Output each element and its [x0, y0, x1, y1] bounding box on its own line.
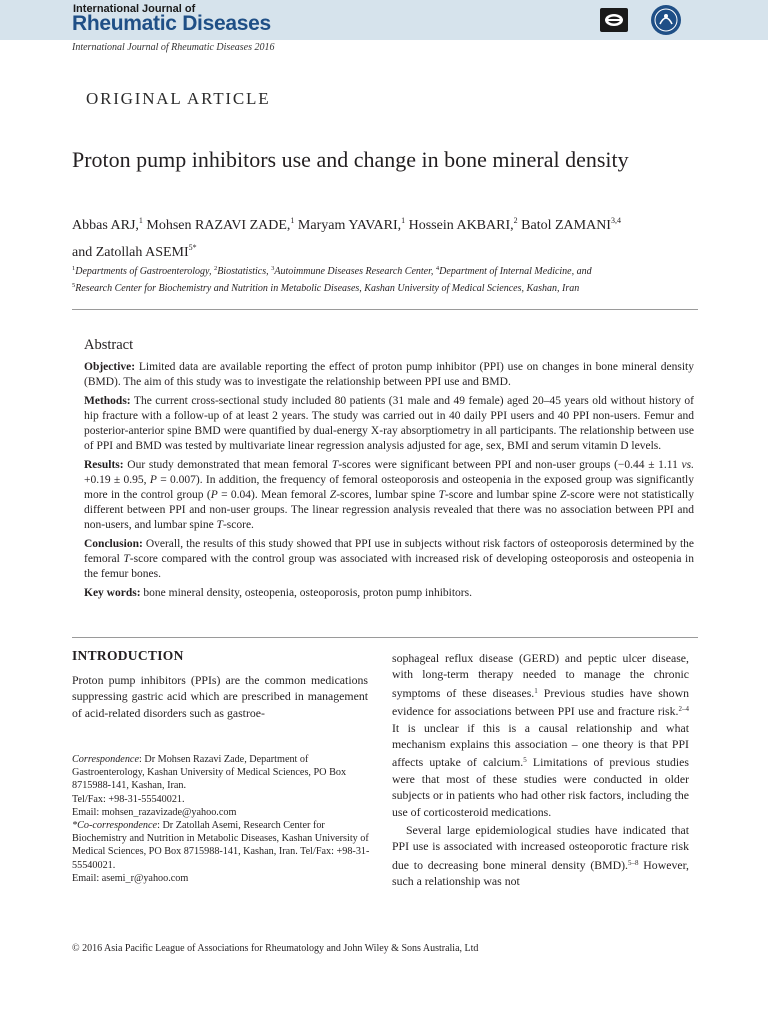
author-affil-sup: 2	[513, 216, 518, 225]
article-title: Proton pump inhibitors use and change in bone mineral density	[72, 147, 629, 172]
correspondence-text: : Dr Mohsen Razavi Zade, Department of Gastroenterology, Kashan University of Medical Sciences, PO Box 8715988-141, Kashan, Iran.	[72, 754, 347, 792]
methods-label: Methods:	[84, 395, 131, 407]
journal-name-prefix: International Journal of	[73, 3, 196, 15]
results-text: = 0.007). In addition, the frequency of femoral osteoporosis and osteopenia in the exposed group was significantly more in the control group (	[84, 474, 694, 501]
introduction-right-paragraph-1	[392, 650, 689, 820]
citation-sup: 1	[534, 686, 538, 695]
methods-text: The current cross-sectional study included 80 patients (31 male and 49 female) aged 20–45 years old without history of hip fracture with a follow-up of at least 2 years. The study was carried out in 40 daily PPI users and 40 PPI non-users. Femur and posterior-anterior spine BMD were quantified by dual-energy X-ray absorptiometry in all participants. The relationship between use of PPI and BMD was tested by multivariate linear regression analysis adjusted for age, sex, BMI and serum vitamin D levels.	[84, 395, 695, 452]
keywords	[84, 586, 694, 601]
affil-text: Department of Internal Medicine, and	[439, 266, 592, 277]
author-affil-sup: 3,4	[610, 216, 621, 225]
keywords-text: bone mineral density, osteopenia, osteoporosis, proton pump inhibitors.	[143, 587, 472, 599]
results-text: +0.19 ± 0.95,	[84, 474, 150, 486]
abstract-objective	[84, 360, 694, 390]
co-correspondence-text: : Dr Zatollah Asemi, Research Center for Biochemistry and Nutrition in Metabolic Diseases, Kashan University of Medical Sciences, PO Box 8715988-141, Kashan, Iran. Tel/Fax: +98-31-55540021.	[72, 820, 370, 871]
keywords-label: Key words:	[84, 587, 141, 599]
author-name: and Zatollah ASEMI	[72, 245, 189, 260]
results-text: -score were not statistically different between PPI and non-user groups. The linear regression analysis revealed that there was no association between PPI and non-users, and lumbar spine	[84, 489, 695, 531]
correspondence-email: Email: mohsen_razavizade@yahoo.com	[72, 806, 237, 818]
results-text: Our study demonstrated that mean femoral	[127, 459, 332, 471]
author-affil-sup: 5*	[188, 243, 197, 252]
author-name: Hossein AKBARI,	[408, 218, 514, 233]
affil-sup: 4	[435, 265, 440, 272]
affil-sup: 5	[72, 282, 76, 289]
abstract-conclusion	[84, 537, 694, 582]
author-name: Mohsen RAZAVI ZADE,	[146, 218, 291, 233]
results-text-italic: T	[331, 459, 339, 471]
author-list	[72, 210, 702, 264]
copyright-footer: © 2016 Asia Pacific League of Associations for Rheumatology and John Wiley & Sons Australia, Ltd	[72, 943, 479, 954]
publisher-logos	[598, 4, 688, 36]
objective-label: Objective:	[84, 361, 136, 373]
citation-sup: 5–8	[628, 858, 639, 867]
introduction-right-paragraph-2	[392, 822, 689, 890]
results-text: -scores, lumbar spine	[336, 489, 439, 501]
correspondence-block	[72, 753, 372, 885]
results-text-italic: vs.	[681, 459, 694, 471]
author-affil-sup: 1	[138, 216, 143, 225]
citation-sup: 5	[523, 756, 527, 765]
results-text: -scores were significant between PPI and non-user groups (−0.44 ± 1.11	[338, 459, 682, 471]
correspondence-label: Correspondence	[72, 754, 139, 765]
results-text: -score and lumbar spine	[445, 489, 560, 501]
author-affil-sup: 1	[290, 216, 295, 225]
abstract-methods	[84, 394, 694, 454]
body-text: It is unclear if this is a causal relationship and what mechanism explains this association – one theory is that PPI affects uptake of calcium.	[392, 720, 689, 770]
co-correspondence-label: *Co-correspondence	[72, 820, 158, 832]
conclusion-label: Conclusion:	[84, 538, 143, 550]
conclusion-text: Overall, the results of this study showed that PPI use in subjects without risk factors of osteoporosis determined by the femoral	[84, 538, 695, 565]
introduction-heading: INTRODUCTION	[72, 648, 184, 663]
abstract-section	[84, 337, 694, 601]
journal-name: Rheumatic Diseases	[72, 12, 271, 35]
body-text: Previous studies have shown evidence for associations between PPI use and fracture risk.	[392, 685, 689, 719]
results-text-italic: P	[149, 474, 157, 486]
body-text: Several large epidemiological studies have indicated that PPI use is associated with increased osteoporotic fracture risk due to decreasing bone mineral density (BMD).	[392, 823, 689, 872]
results-text: -score.	[222, 519, 254, 531]
journal-citation: International Journal of Rheumatic Diseases 2016	[72, 42, 275, 53]
conclusion-text: -score compared with the control group was associated with increased risk of developing osteoporosis and osteopenia in the femur bones.	[84, 553, 694, 580]
results-text-italic: T	[438, 489, 445, 501]
objective-text: Limited data are available reporting the effect of proton pump inhibitor (PPI) use on changes in bone mineral density (BMD). The aim of this study was to investigate the relationship between PPI use and BMD.	[84, 361, 694, 388]
co-correspondence-email: Email: asemi_r@yahoo.com	[72, 872, 189, 884]
citation-sup: 2–4	[678, 705, 689, 714]
introduction-left-paragraph: Proton pump inhibitors (PPIs) are the common medications suppressing gastric acid which are prescribed in management of acid-related disorders such as gastroe-	[72, 673, 368, 720]
results-text-italic: P	[210, 489, 218, 501]
author-name: Abbas ARJ,	[72, 218, 139, 233]
author-name: Batol ZAMANI	[521, 218, 611, 233]
affil-text: Departments of Gastroenterology,	[75, 266, 214, 277]
affil-text: Autoimmune Diseases Research Center,	[274, 266, 436, 277]
correspondence-primary	[72, 753, 372, 793]
results-text-italic: Z	[560, 489, 567, 501]
results-label: Results:	[84, 459, 124, 471]
affil-sup: 3	[271, 265, 275, 272]
affiliations	[72, 262, 712, 296]
abstract-heading: Abstract	[84, 337, 134, 353]
author-affil-sup: 1	[401, 216, 406, 225]
article-type: ORIGINAL ARTICLE	[86, 89, 271, 108]
body-text: sophageal reflux disease (GERD) and peptic ulcer disease, with long-term therapy needed to manage the chronic symptoms of these diseases.	[392, 651, 689, 700]
affil-text: Research Center for Biochemistry and Nutrition in Metabolic Diseases, Kashan University of Medical Sciences, Kashan, Iran	[75, 283, 580, 294]
right-column	[392, 650, 689, 890]
abstract-bottom-rule	[72, 637, 698, 638]
body-text: Limitations of previous studies were that most of these studies were conducted in older subjects or in patients who had other risk factors, including the use of corticosteroid medications.	[392, 755, 689, 819]
left-column	[72, 648, 368, 721]
affil-sup: 2	[213, 265, 218, 272]
body-text: However, such a relationship was not	[392, 857, 690, 889]
affil-sup: 1	[72, 265, 76, 272]
results-text-italic: Z	[329, 489, 337, 501]
results-text-italic: T	[216, 519, 223, 531]
correspondence-tel: Tel/Fax: +98-31-55540021.	[72, 793, 185, 805]
results-text: = 0.04). Mean femoral	[217, 489, 330, 501]
abstract-top-rule	[72, 309, 698, 310]
abstract-results	[84, 458, 694, 533]
author-name: Maryam YAVARI,	[297, 218, 402, 233]
co-correspondence	[72, 819, 372, 872]
apl-emblem	[650, 4, 682, 36]
affil-text: Biostatistics,	[217, 266, 272, 277]
conclusion-text-italic: T	[123, 553, 130, 565]
